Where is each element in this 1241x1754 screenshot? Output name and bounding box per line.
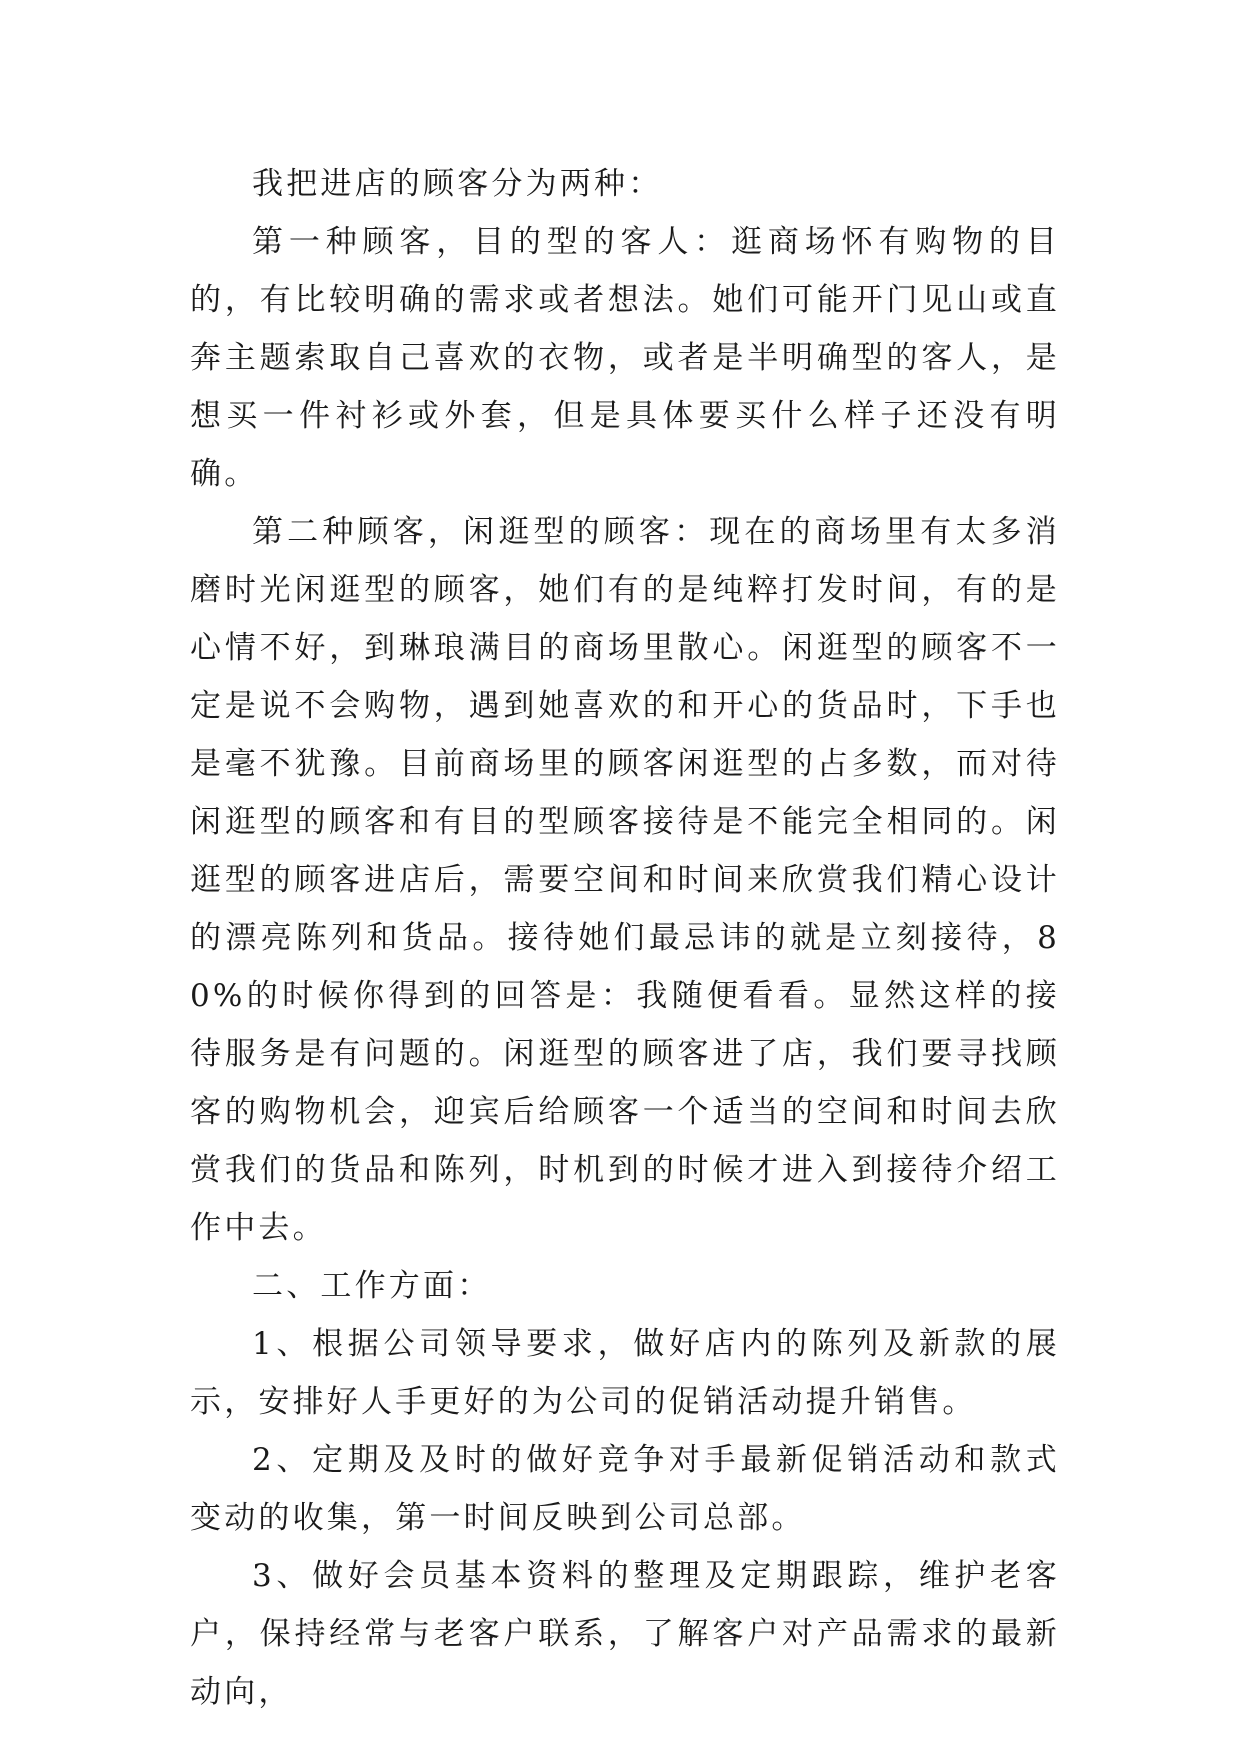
list-item-1: 1、根据公司领导要求，做好店内的陈列及新款的展示，安排好人手更好的为公司的促销活动提升销售。 [190,1326,1060,1420]
section-heading-work: 二、工作方面： [252,1268,492,1304]
list-item-3: 3、做好会员基本资料的整理及定期跟踪，维护老客户，保持经常与老客户联系，了解客户对产品需求的最新动向， [190,1558,1060,1710]
paragraph-customer-types-intro: 我把进店的顾客分为两种： [252,166,663,202]
document-page [190,155,1060,1721]
list-item-2: 2、定期及及时的做好竞争对手最新促销活动和款式变动的收集，第一时间反映到公司总部。 [190,1442,1060,1536]
paragraph-purpose-customer: 第一种顾客，目的型的客人：逛商场怀有购物的目的，有比较明确的需求或者想法。她们可能开门见山或直奔主题索取自己喜欢的衣物，或者是半明确型的客人，是想买一件衬衫或外套，但是具体要买什么样子还没有明确。 [190,224,1060,492]
paragraph-browsing-customer: 第二种顾客，闲逛型的顾客：现在的商场里有太多消磨时光闲逛型的顾客，她们有的是纯粹打发时间，有的是心情不好，到琳琅满目的商场里散心。闲逛型的顾客不一定是说不会购物，遇到她喜欢的和开心的货品时，下手也是毫不犹豫。目前商场里的顾客闲逛型的占多数，而对待闲逛型的顾客和有目的型顾客接待是不能完全相同的。闲逛型的顾客进店后，需要空间和时间来欣赏我们精心设计的漂亮陈列和货品。接待她们最忌讳的就是立刻接待，80%的时候你得到的回答是：我随便看看。显然这样的接待服务是有问题的。闲逛型的顾客进了店，我们要寻找顾客的购物机会，迎宾后给顾客一个适当的空间和时间去欣赏我们的货品和陈列，时机到的时候才进入到接待介绍工作中去。 [190,514,1060,1246]
